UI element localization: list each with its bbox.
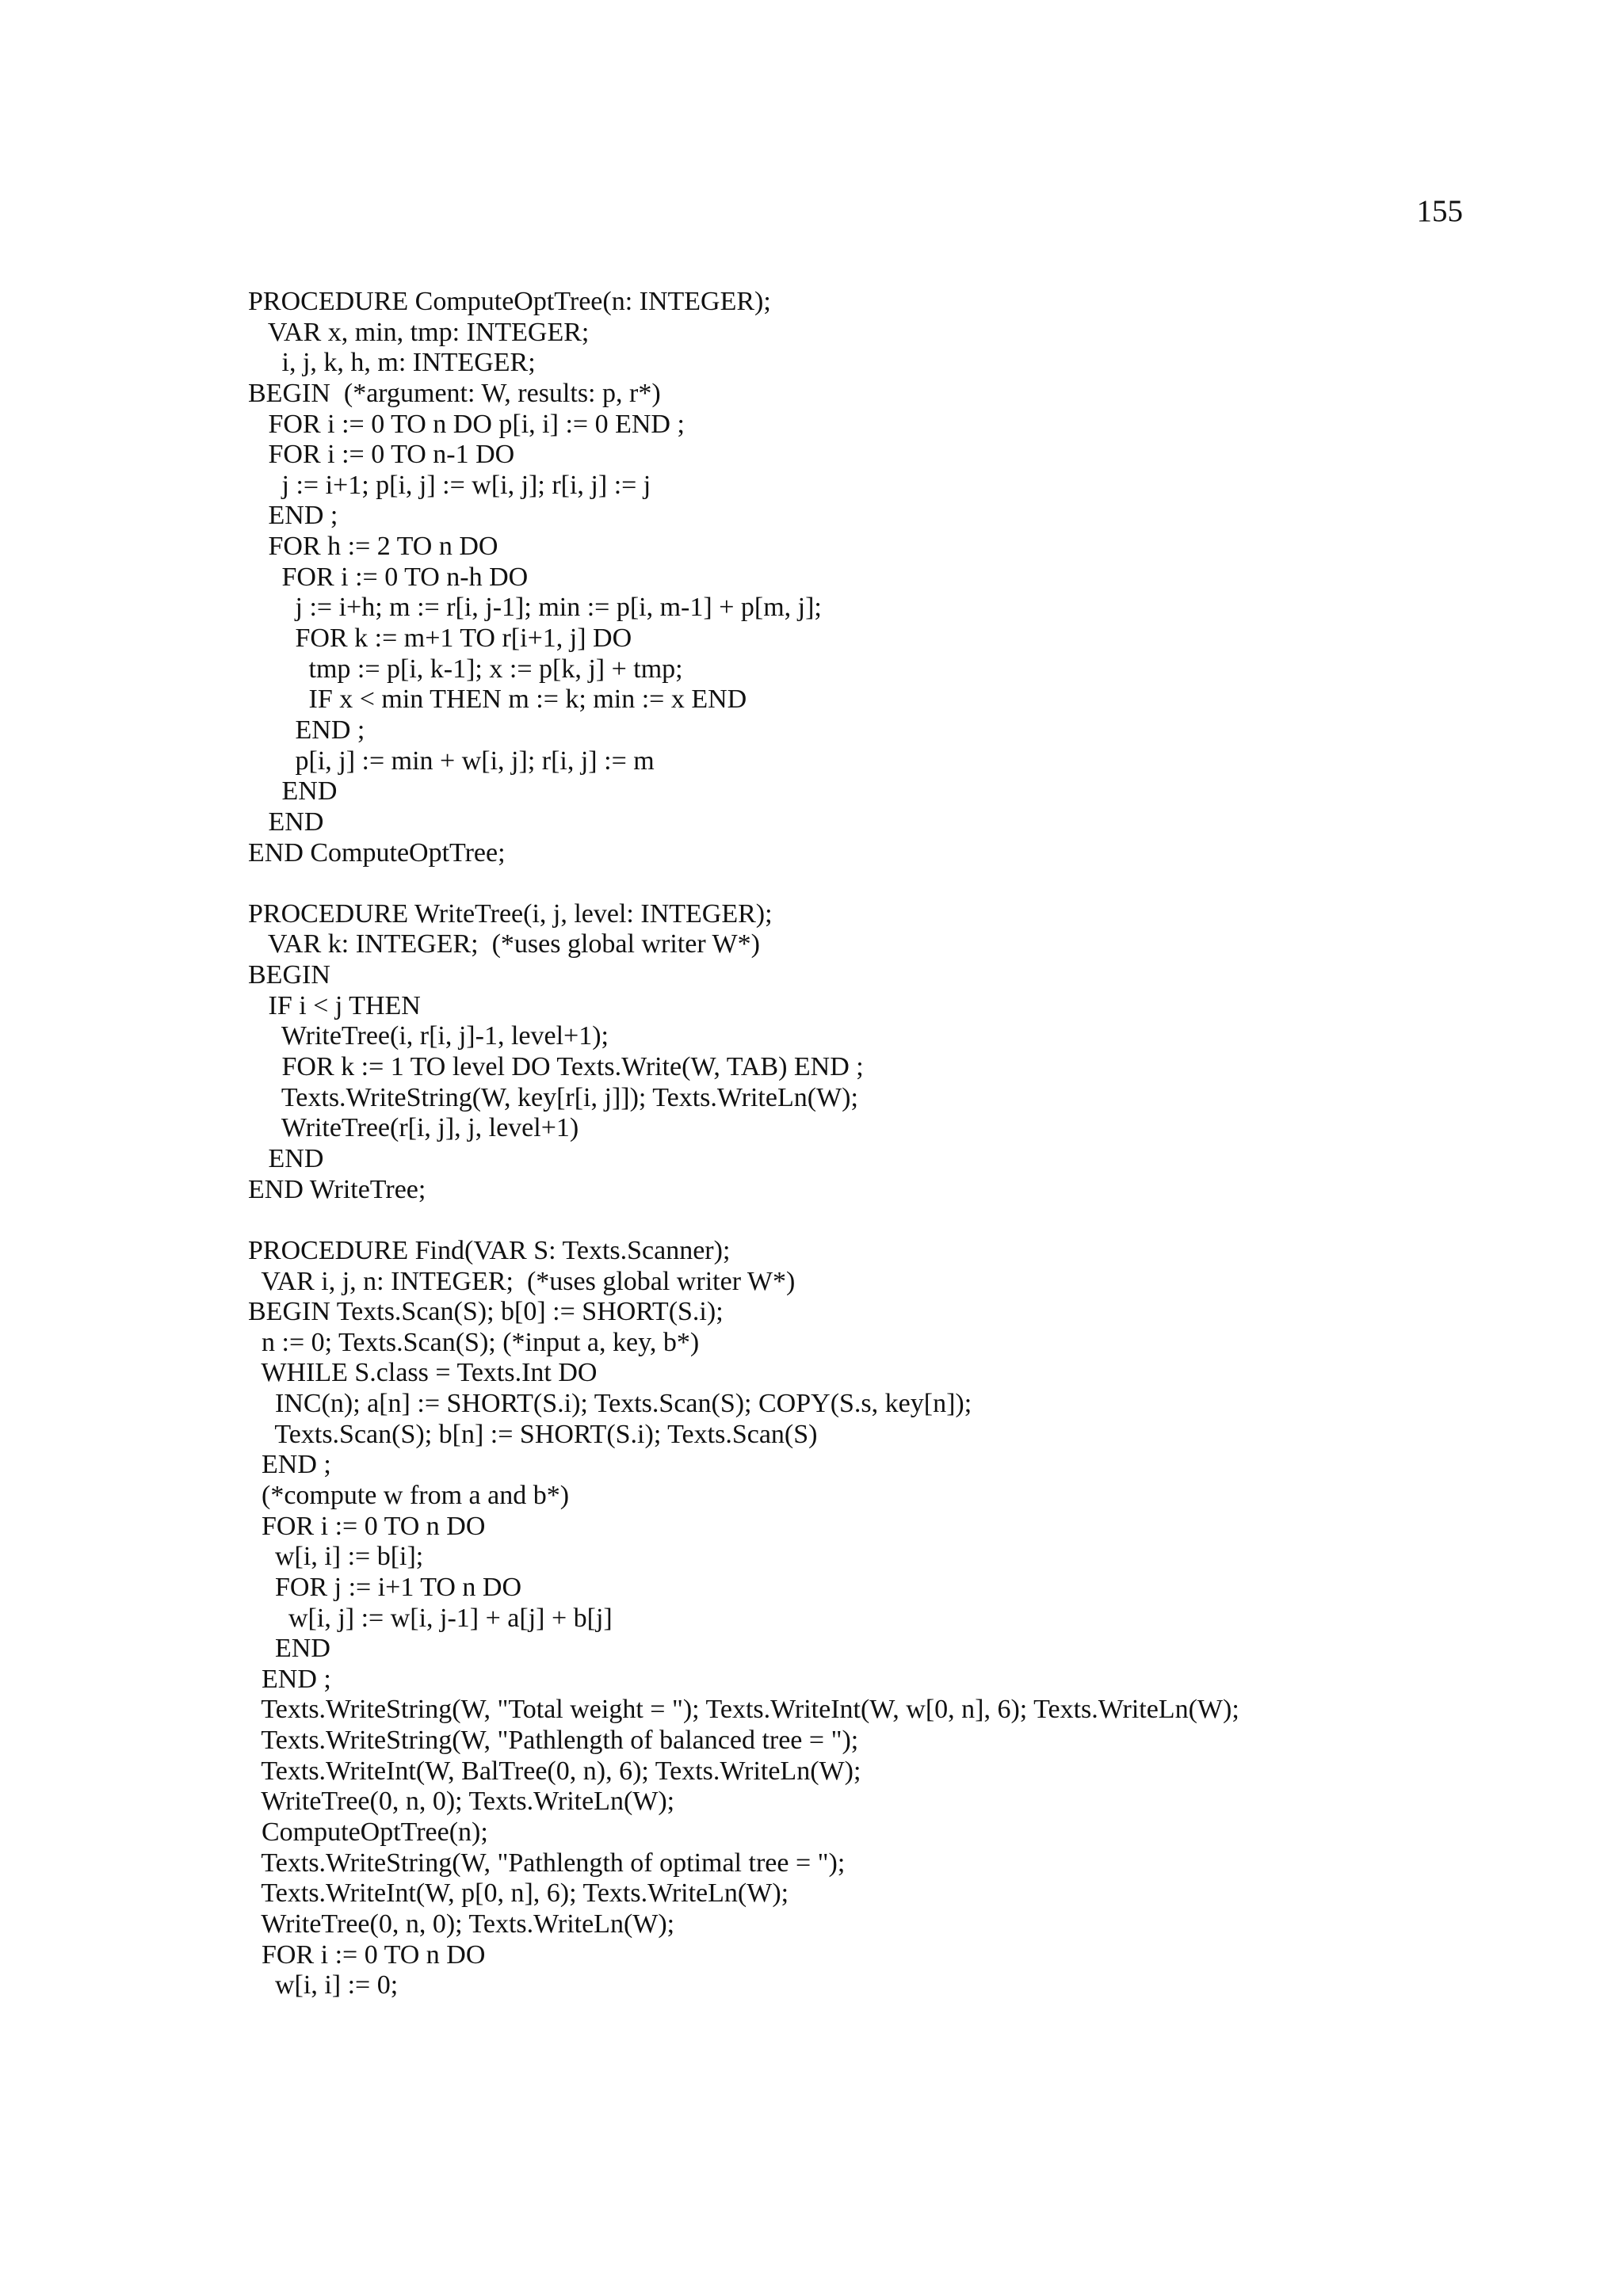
code-line: PROCEDURE WriteTree(i, j, level: INTEGER); [248, 898, 773, 929]
code-line: WriteTree(0, n, 0); Texts.WriteLn(W); [248, 1787, 675, 1817]
code-line [248, 1205, 1595, 1236]
code-line: Texts.WriteString(W, key[r[i, j]]); Texts.WriteLn(W); [248, 1082, 858, 1112]
code-line: Texts.WriteInt(W, p[0, n], 6); Texts.WriteLn(W); [248, 1878, 789, 1909]
code-line: END ComputeOptTree; [248, 837, 506, 868]
code-line: WHILE S.class = Texts.Int DO [248, 1358, 598, 1388]
code-line: Texts.WriteInt(W, BalTree(0, n), 6); Texts.WriteLn(W); [248, 1756, 861, 1786]
page-number: 155 [1416, 194, 1463, 228]
code-line: END ; [248, 715, 365, 745]
code-line: j := i+1; p[i, j] := w[i, j]; r[i, j] := j [248, 470, 651, 500]
code-line: (*compute w from a and b*) [248, 1480, 570, 1510]
code-line: w[i, i] := 0; [248, 1970, 399, 2000]
code-line: FOR i := 0 TO n-h DO [248, 562, 529, 592]
code-line: n := 0; Texts.Scan(S); (*input a, key, b*) [248, 1327, 700, 1357]
code-line: Texts.Scan(S); b[n] := SHORT(S.i); Texts.Scan(S) [248, 1419, 818, 1449]
code-line: FOR k := 1 TO level DO Texts.Write(W, TAB) END ; [248, 1052, 864, 1082]
code-listing [248, 287, 1595, 2001]
code-line: FOR k := m+1 TO r[i+1, j] DO [248, 624, 632, 654]
code-line: i, j, k, h, m: INTEGER; [248, 348, 536, 378]
code-line: FOR h := 2 TO n DO [248, 532, 498, 562]
code-line: FOR i := 0 TO n-1 DO [248, 440, 515, 470]
code-line: VAR x, min, tmp: INTEGER; [248, 317, 590, 347]
code-line [248, 868, 1595, 899]
code-line: WriteTree(0, n, 0); Texts.WriteLn(W); [248, 1909, 675, 1939]
code-line: FOR j := i+1 TO n DO [248, 1572, 522, 1602]
code-line: END ; [248, 1664, 331, 1694]
code-line: END [248, 776, 338, 807]
code-line: IF x < min THEN m := k; min := x END [248, 685, 747, 715]
code-line: VAR k: INTEGER; (*uses global writer W*) [248, 929, 760, 959]
code-line: tmp := p[i, k-1]; x := p[k, j] + tmp; [248, 654, 683, 684]
code-line: FOR i := 0 TO n DO p[i, i] := 0 END ; [248, 409, 685, 439]
code-line: Texts.WriteString(W, "Total weight = "); Texts.WriteInt(W, w[0, n], 6); Texts.WriteLn(W); [248, 1695, 1239, 1725]
code-line: END [248, 1143, 324, 1173]
code-line: PROCEDURE ComputeOptTree(n: INTEGER); [248, 287, 771, 316]
code-line: END ; [248, 501, 338, 531]
code-line: VAR i, j, n: INTEGER; (*uses global writer W*) [248, 1266, 796, 1296]
code-line: END [248, 807, 324, 837]
code-line: ComputeOptTree(n); [248, 1817, 488, 1848]
code-line: Texts.WriteString(W, "Pathlength of optimal tree = "); [248, 1848, 846, 1878]
code-line: WriteTree(r[i, j], j, level+1) [248, 1113, 579, 1143]
code-line: Texts.WriteString(W, "Pathlength of balanced tree = "); [248, 1726, 859, 1756]
code-line: p[i, j] := min + w[i, j]; r[i, j] := m [248, 746, 655, 776]
code-line: BEGIN (*argument: W, results: p, r*) [248, 378, 661, 408]
code-line: BEGIN [248, 960, 330, 990]
code-line: FOR i := 0 TO n DO [248, 1511, 486, 1541]
code-line: END ; [248, 1450, 331, 1480]
code-line: PROCEDURE Find(VAR S: Texts.Scanner); [248, 1235, 731, 1265]
code-line: w[i, j] := w[i, j-1] + a[j] + b[j] [248, 1603, 613, 1633]
code-line: IF i < j THEN [248, 990, 421, 1020]
code-line: WriteTree(i, r[i, j]-1, level+1); [248, 1021, 609, 1051]
code-line: END WriteTree; [248, 1174, 426, 1204]
code-line: w[i, i] := b[i]; [248, 1542, 424, 1572]
code-line: BEGIN Texts.Scan(S); b[0] := SHORT(S.i); [248, 1297, 724, 1327]
code-line: j := i+h; m := r[i, j-1]; min := p[i, m-1] + p[m, j]; [248, 593, 822, 623]
code-line: INC(n); a[n] := SHORT(S.i); Texts.Scan(S); COPY(S.s, key[n]); [248, 1389, 972, 1419]
code-line: FOR i := 0 TO n DO [248, 1939, 486, 1970]
code-line: END [248, 1634, 330, 1664]
